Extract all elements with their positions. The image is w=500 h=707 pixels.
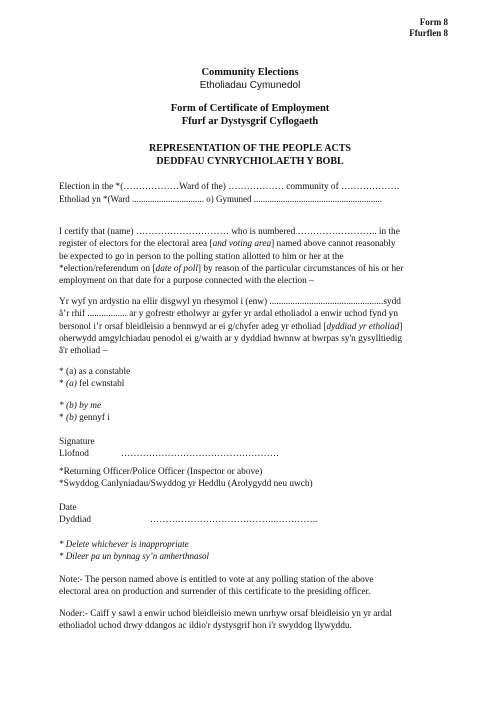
signature-label: Signature (59, 437, 95, 447)
cert-line: employment on that date for a purpose connected with the election – (59, 276, 314, 287)
cert-line-welsh: â'r etholiad – (59, 346, 108, 357)
note-line-welsh: Noder:- Caiff y sawl a enwir uchod bleidleisio mewn unrhyw orsaf bleidleisio yn yr ardal (59, 609, 392, 619)
act-title: REPRESENTATION OF THE PEOPLE ACTS (149, 143, 351, 154)
option-b-welsh: * (b) gennyf i (59, 413, 110, 423)
cert-line-welsh: oherwydd amgylchiadau penodol ei g/waith ar y dyddiad hwnnw at bwrpas sy'n gysylltiedig (59, 333, 403, 344)
cert-line: I certify that (name) ………………………… who is numbered …………………….. in the (59, 227, 400, 237)
delete-note: * Delete whichever is inappropriate (59, 539, 189, 549)
cert-line-welsh: â’r rhif ................. ar y gofrestr etholwyr ar gyfer yr ardal etholiadol a enwir uchod fynd yn (59, 309, 398, 320)
election-line: Election in the *(………………Ward of the) ……………… community of ………………. (59, 182, 400, 192)
signatory-role: *Returning Officer/Police Officer (Inspector or above) (59, 467, 263, 477)
signature-label-welsh: Llofnod (59, 449, 89, 459)
election-title-welsh: Etholiadau Cymunedol (199, 80, 301, 91)
election-title: Community Elections (201, 67, 299, 78)
cert-line: be expected to go in person to the polling station allotted to him or her at the (59, 251, 344, 262)
form-number: Form 8 (419, 17, 448, 27)
date-label-welsh: Dyddiad (59, 515, 92, 525)
note-line: Note:- The person named above is entitled to vote at any polling station of the above (59, 575, 374, 585)
certification-paragraph (59, 226, 441, 287)
form-title: Form of Certificate of Employment (170, 103, 330, 114)
option-a: * (a) as a constable (59, 367, 131, 377)
date-field[interactable]: …………………………………..………….. (150, 515, 318, 525)
note-english (59, 574, 441, 599)
cert-line: register of electors for the electoral area [and voting area] named above cannot reasonably (59, 239, 396, 250)
delete-note-welsh: * Dileer pa un bynnag sy’n amherthnasol (59, 551, 209, 561)
certification-paragraph-welsh (59, 296, 441, 357)
note-line: electoral area on production and surrender of this certificate to the presiding officer. (59, 587, 371, 598)
option-b: * (b) by me (59, 401, 102, 411)
note-welsh (59, 608, 441, 633)
cert-line: *election/referendum on [date of poll] by reason of the particular circumstances of his or her (59, 263, 404, 274)
signature-field[interactable]: …………………………………………… (121, 449, 280, 459)
election-line-welsh: Etholiad yn *(Ward ................................ o) Gymuned ......................................................... (59, 194, 382, 204)
note-line-welsh: etholiadol uchod drwy ddangos ac ildio'r dystysgrif hon i'r swyddog llywyddu. (59, 621, 352, 632)
form-title-welsh: Ffurf ar Dystysgrif Cyflogaeth (181, 116, 319, 127)
act-title-welsh: DEDDFAU CYNRYCHIOLAETH Y BOBL (156, 156, 344, 167)
date-label: Date (59, 503, 77, 513)
form-number-welsh: Ffurflen 8 (409, 28, 448, 38)
option-a-welsh: * (a) fel cwnstabl (59, 379, 125, 389)
cert-line-welsh: Yr wyf yn ardystio na ellir disgwyl yn rhesymol i (enw) .................................................sydd (59, 297, 401, 307)
signatory-role-welsh: *Swyddog Canlyniadau/Swyddog yr Heddlu (Arolygydd neu uwch) (59, 479, 313, 489)
cert-line-welsh: bersonol i’r orsaf bleidleisio a bennwyd ar ei g/chyfer adeg yr etholiad [dyddiad yr etholiad] (59, 321, 403, 332)
